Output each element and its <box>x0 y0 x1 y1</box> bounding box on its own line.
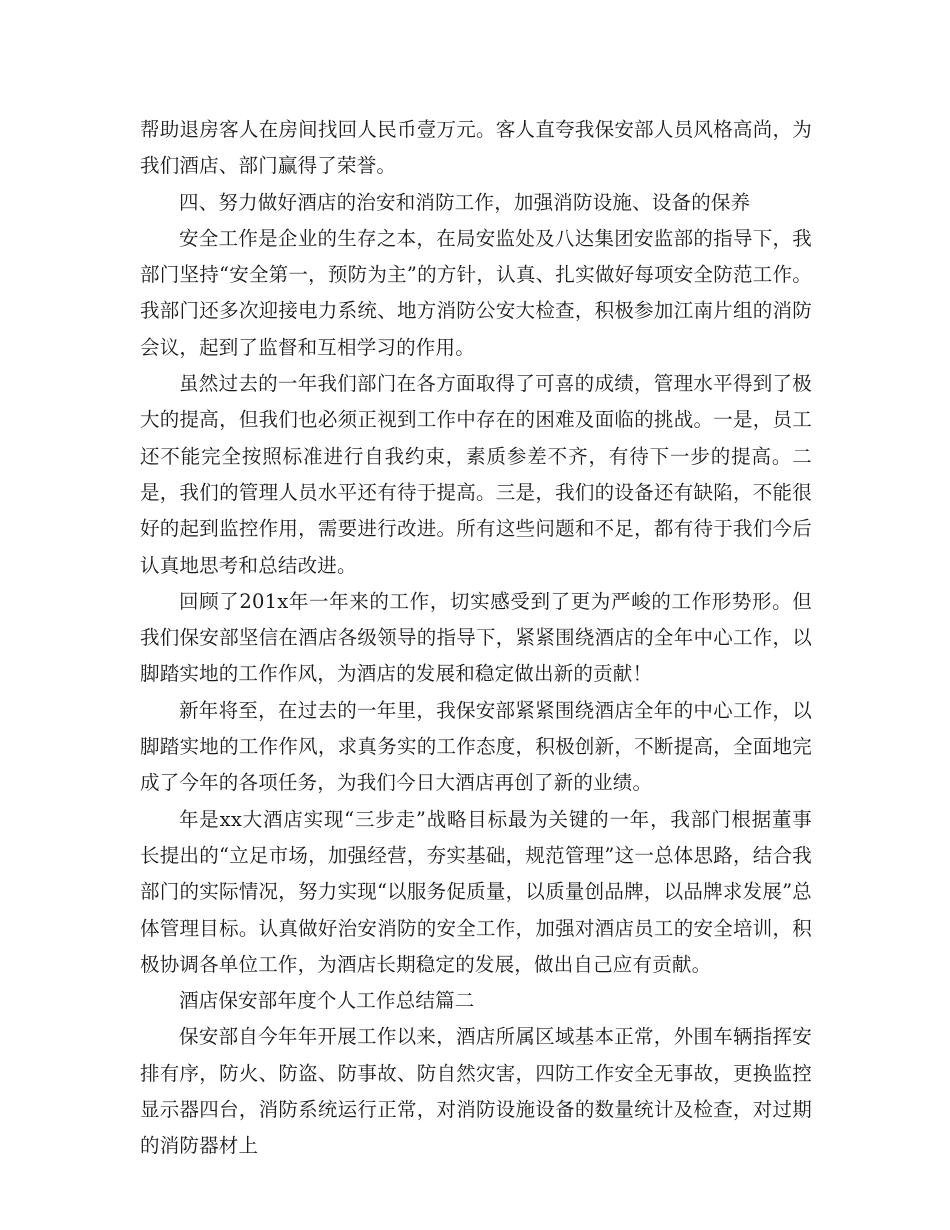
section-heading-fire-safety: 四、努力做好酒店的治安和消防工作，加强消防设施、设备的保养 <box>179 190 751 214</box>
document-body <box>140 112 812 1165</box>
paragraph-strategy: 年是xx大酒店实现“三步走”战略目标最为关键的一年，我部门根据董事长提出的“立足市场，加强经营，夯实基础，规范管理”这一总体思路，结合我部门的实际情况，努力实现“以服务促质量，以质量创品牌，以品牌求发展”总体管理目标。认真做好治安消防的安全工作，加强对酒店员工的安全培训，积极协调各单位工作，为酒店长期稳定的发展，做出自己应有贡献。 <box>140 807 812 976</box>
paragraph-continuation: 帮助退房客人在房间找回人民币壹万元。客人直夸我保安部人员风格高尚，为我们酒店、部门赢得了荣誉。 <box>140 118 812 178</box>
paragraph-review: 回顾了201x年一年来的工作，切实感受到了更为严峻的工作形势形。但我们保安部坚信在酒店各级领导的指导下，紧紧围绕酒店的全年中心工作，以脚踏实地的工作作风，为酒店的发展和稳定做出新的贡献！ <box>140 589 812 686</box>
paragraph-safety-work: 安全工作是企业的生存之本，在局安监处及八达集团安监部的指导下，我部门坚持“安全第一，预防为主”的方针，认真、扎实做好每项安全防范工作。我部门还多次迎接电力系统、地方消防公安大检查，积极参加江南片组的消防会议，起到了监督和互相学习的作用。 <box>140 226 812 359</box>
paragraph-new-year: 新年将至，在过去的一年里，我保安部紧紧围绕酒店全年的中心工作，以脚踏实地的工作作风，求真务实的工作态度，积极创新，不断提高，全面地完成了今年的各项任务，为我们今日大酒店再创了新的业绩。 <box>140 698 812 795</box>
section-title-part-two: 酒店保安部年度个人工作总结篇二 <box>179 989 475 1013</box>
paragraph-part-two-intro: 保安部自今年年开展工作以来，酒店所属区域基本正常，外围车辆指挥安排有序，防火、防盗、防事故、防自然灾害，四防工作安全无事故，更换监控显示器四台，消防系统运行正常，对消防设施设备的数量统计及检查，对过期的消防器材上 <box>140 1025 812 1158</box>
paragraph-challenges: 虽然过去的一年我们部门在各方面取得了可喜的成绩，管理水平得到了极大的提高，但我们也必须正视到工作中存在的困难及面临的挑战。一是，员工还不能完全按照标准进行自我约束，素质参差不齐，有待下一步的提高。二是，我们的管理人员水平还有待于提高。三是，我们的设备还有缺陷，不能很好的起到监控作用，需要进行改进。所有这些问题和不足，都有待于我们今后认真地思考和总结改进。 <box>140 372 812 577</box>
